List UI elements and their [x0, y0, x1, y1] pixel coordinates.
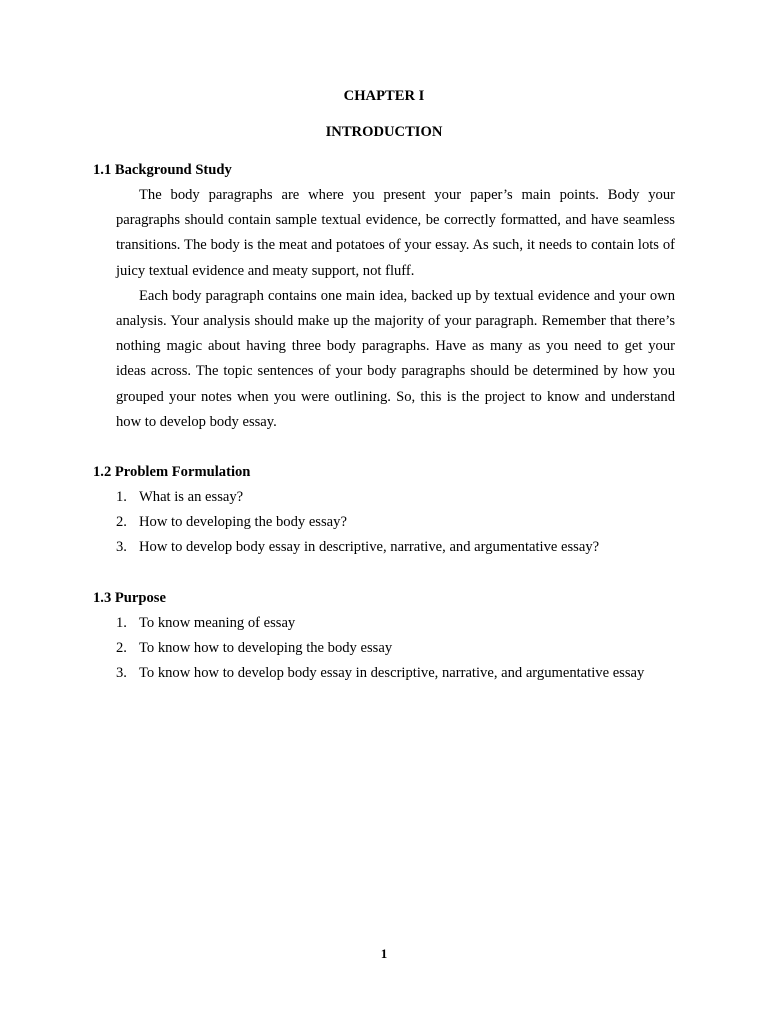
list-item-number: 3. — [116, 665, 127, 682]
list-item — [93, 636, 675, 661]
background-paragraph-1: The body paragraphs are where you present your paper’s main points. Body your paragraphs should contain sample textual evidence, be correctly formatted, and have seamless transitions. The body is the meat and potatoes of your essay. As such, it needs to contain lots of juicy textual evidence and meaty support, not fluff. — [116, 187, 675, 279]
section-heading-problem: 1.2 Problem Formulation — [93, 464, 251, 480]
list-item-text: How to develop body essay in descriptive, narrative, and argumentative essay? — [139, 539, 600, 556]
list-item — [93, 661, 675, 686]
list-item-text: To know how to develop body essay in descriptive, narrative, and argumentative essay — [139, 665, 645, 682]
list-item-number: 1. — [116, 615, 127, 631]
list-item-number: 1. — [116, 489, 127, 505]
list-item-text: How to developing the body essay? — [139, 514, 347, 531]
page-number: 1 — [380, 946, 388, 961]
list-item-text: To know how to developing the body essay — [139, 640, 393, 657]
chapter-title: INTRODUCTION — [325, 124, 443, 140]
section-problem — [93, 460, 675, 561]
list-item — [93, 485, 675, 510]
purpose-list — [93, 611, 675, 687]
list-item — [93, 510, 675, 535]
list-item — [93, 535, 675, 560]
list-item-number: 3. — [116, 539, 127, 556]
list-item-number: 2. — [116, 514, 127, 531]
list-item — [93, 611, 675, 636]
section-background — [93, 158, 675, 435]
section-purpose — [93, 586, 675, 687]
problem-list — [93, 485, 675, 561]
list-item-number: 2. — [116, 640, 127, 657]
background-paragraph-2: Each body paragraph contains one main idea, backed up by textual evidence and your own analysis. Your analysis should make up the majority of your paragraph. Remember that there’s nothing magic about having three body paragraphs. Have as many as you need to get your ideas across. The topic sentences of your body paragraphs should be determined by how you grouped your notes when you were outlining. So, this is the project to know and understand how to develop body essay. — [116, 287, 675, 430]
section-heading-purpose: 1.3 Purpose — [93, 590, 166, 606]
list-item-text: To know meaning of essay — [139, 615, 296, 631]
section-heading-background: 1.1 Background Study — [93, 162, 232, 178]
chapter-label: CHAPTER I — [343, 88, 425, 104]
list-item-text: What is an essay? — [139, 489, 244, 505]
